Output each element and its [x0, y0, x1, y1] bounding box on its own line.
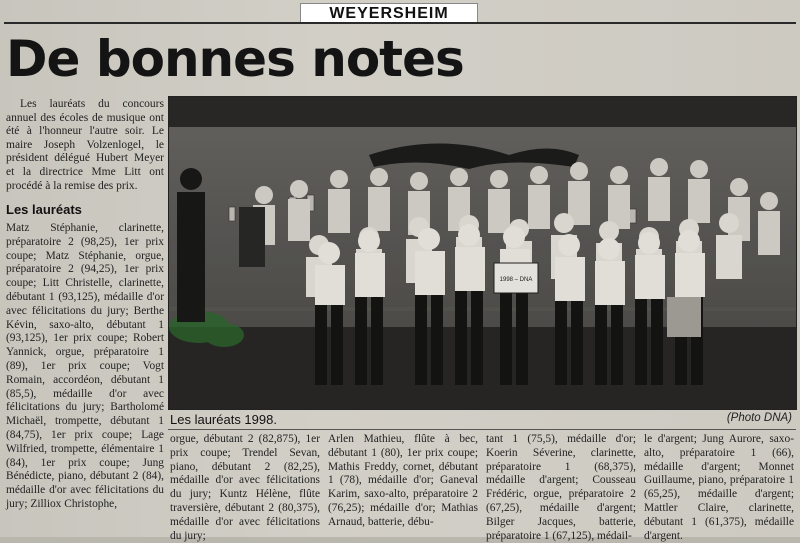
laureates-column-2: orgue, débutant 2 (82,875), 1er prix coupe; Trendel Sevan, piano, débutant 2 (82,25), médaille d'or avec félicitations du jury; Kuntz Hélène, flûte traversière, débutant 2 (80,375), médaille d'or avec félicitations du jury; — [170, 433, 320, 542]
laureates-column-3: Arlen Mathieu, flûte à bec, débutant 1 (80), 1er prix coupe; Mathis Freddy, cornet, débutant 1 (78), médaille d'or; Ganeval Karim, saxo-alto, préparatoire 2 (76,25); médaille d'or; Mathias Arnaud, batterie, débu- — [328, 433, 478, 528]
caption-rule — [168, 429, 796, 430]
header-rule — [4, 22, 796, 24]
section-subhead: Les lauréats — [6, 202, 82, 217]
diploma-label: 1998 – DNA — [499, 277, 533, 283]
article-headline: De bonnes notes — [6, 30, 464, 88]
city-banner: WEYERSHEIM — [300, 3, 478, 24]
laureates-column-1: Matz Stéphanie, clarinette, préparatoire 2 (98,25), 1er prix coupe; Matz Stéphanie, orgue, préparatoire 2 (94,25), 1er prix coupe; Litt Christelle, clarinette, débutant 1 (93,125), médaille d'or avec félicitations du jury; Berthe Kévin, saxo-alto, débutant 1 (93,125), 1er prix coupe; Robert Yannick, orgue, préparatoire 1 (89), 1er prix coupe; Vogt Romain, accordéon, débutant 1 (85,5), médaille d'or avec félicitations du jury; Bartholomé Michaël, trompette, débutant 1 (84,75), 1er prix coupe; Lage Wilfried, trompette, élémentaire 1 (84), 1er prix coupe; Jung Bénédicte, piano, débutant 2 (84), médaille d'or avec félicitations du jury; Zilliox Christophe, — [6, 222, 164, 510]
photo-credit: (Photo DNA) — [726, 412, 792, 424]
article-intro: Les lauréats du concours annuel des écoles de musique ont été à l'honneur l'autre soir. Le maire Joseph Volzenlogel, le président délégué Hubert Meyer et la directrice Mme Litt ont procédé à la remise des prix. — [6, 98, 164, 192]
group-photo — [168, 96, 797, 410]
laureates-column-5: le d'argent; Jung Aurore, saxo-alto, préparatoire 1 (66), médaille d'argent; Monnet Guillaume, piano, préparatoire 1 (65,25), médaille d'argent; Mattler Claire, clarinette, débutant 1 (61,375), médaille d'argent. — [644, 433, 794, 542]
laureates-column-4: tant 1 (75,5), médaille d'or; Koerin Séverine, clarinette, préparatoire 1 (68,375), médaille d'argent; Cousseau Frédéric, orgue, préparatoire 2 (67,25), médaille d'argent; Bilger Jacques, batterie, préparatoire 1 (67,125), médail- — [486, 433, 636, 542]
group-photo-illustration — [169, 97, 796, 409]
photo-caption: Les lauréats 1998. — [170, 412, 277, 427]
